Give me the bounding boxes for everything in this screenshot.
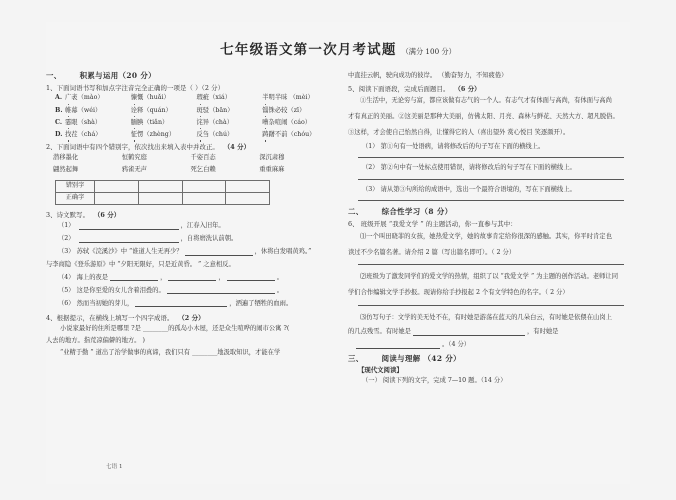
q3-item-4-tag: （4） [58,273,75,281]
q3-item-5-after: 。 [276,286,284,294]
tone-dot-icon [200,104,201,105]
q5-sub-1: （1） 第①句有一处语病，请将修改后的句子写在下面的横线上。 [362,142,545,150]
q5-answer-line-1[interactable] [358,157,624,158]
section-three-heading [348,355,630,363]
word-1: 潜移墨化 [53,153,79,161]
word-row-1 [53,155,328,162]
q3-item-3-before: 苏轼《浣溪沙》中 “谁道人生无再少？ [76,247,183,255]
q6-part-1-line-2: 读过不少名篇名著。请介绍 2 篇（写出篇名即可）。（ 2 分） [348,248,516,256]
q6-answer-line-1[interactable] [358,264,624,265]
tone-dot-icon [265,116,266,117]
answer-cell[interactable] [138,192,182,204]
question-4-text: 4、根据提示，在横线上填写一个四字成语。 [46,314,174,323]
q5-sub-2: （2） 第②句中有一处标点使用错误，请将修改后的句子写在下面的横线上。 [362,164,576,172]
paper-sheet [46,22,630,484]
tone-dot-icon [200,128,201,129]
option-c-word-2: 腼腆（tiǎn） [131,120,197,127]
question-1-stem: 1、下面词语书写和加点字注音完全正确的一项是（ ）（2 分） [46,83,225,92]
q6-answer-line-2[interactable] [358,305,624,306]
table-row [56,192,270,204]
option-row-b[interactable] [46,108,328,115]
option-a-word-3: 瑕疵（xiá） [197,95,263,102]
answer-cell[interactable] [95,192,139,204]
q6-part-1-line-1: ⑴一个叫田晓菲的女孩，她热爱文学，她的故事肯定给你很深的感触。其实，你平时肯定也 [360,232,612,240]
section-one-name: 积累与运用（20 分） [79,71,156,80]
section-two-heading [348,208,630,216]
section-three-num: 三、 [348,353,364,363]
tone-dot-icon [134,104,135,105]
tone-dot-icon [68,128,69,129]
correction-table [55,180,270,205]
tone-dot-icon [134,116,135,117]
q5-answer-line-2[interactable] [358,179,624,180]
q3-item-3-after: ，休将白发唱黄鸡。” [254,247,312,255]
question-4-points: （2 分） [181,314,205,323]
q3-item-5 [58,287,328,294]
row-label-correct-chars: 正确字 [56,192,95,204]
q5-sub-3: （3） 请从第③句所给的成语中，选出一个最符合语境的，写在下面横线上。 [362,185,576,193]
question-5-text: 5、阅读下面语段，完成后面题目。 [348,84,450,93]
q3-sep-1: ， [160,273,167,281]
question-3-points: （6 分） [97,210,121,219]
q4-item-2: “业精于勤 ” 道出了治学做事的真谛，我们只有 ________地汲取知识，才能在学 [60,349,281,357]
q6-tail2-text: 。（4 分） [442,341,471,349]
q5-answer-line-3[interactable] [358,200,624,201]
word-8: 重重麻麻 [259,166,285,174]
answer-cell[interactable] [226,192,270,204]
word-6: 鸦雀无声 [121,166,147,174]
option-row-a[interactable] [46,95,328,102]
answer-cell[interactable] [182,192,226,204]
question-4-stem [46,315,328,322]
q4-item-1: 小说家最好的住所是哪里 ?是 ________的孤岛小木屋，还是众生喧哗的闹市公寓 ?( [60,324,290,332]
q3-item-2-tag: （2） [58,234,75,242]
row-label-wrong-chars: 错别字 [56,180,95,192]
section-three-name: 阅读与理解 （42 分） [381,353,461,363]
option-a-word-1: 广袤（mào） [65,95,131,102]
tone-dot-icon [265,128,266,129]
option-label-c: C. [55,118,63,126]
option-b-word-2: 诠释（quán） [131,108,197,115]
tone-dot-icon [68,104,69,105]
q3-item-6-blank[interactable] [135,300,227,307]
question-3-stem [46,212,328,219]
option-d-word-2: 怔愣（zhèng） [131,132,197,139]
tone-dot-icon [68,116,69,117]
q3-item-6-after: ，洒遍了牺牲的血雨。 [229,299,293,307]
q3-item-3-continued: 与李商隐《登乐游原》中 “夕阳无限好，只是近黄昏。 ” 之意相反。 [46,260,235,268]
q3-item-5-blank[interactable] [167,287,275,294]
title-score: （满分 100 分） [401,47,456,56]
title-text: 七年级语文第一次月考试题 [220,42,397,58]
option-d-word-3: 反刍（chú） [197,132,263,139]
option-b-word-3: 斑驳（bān） [197,108,263,115]
q3-item-6-before: 然而当初她的芽儿， [76,299,134,307]
word-row-2 [53,167,328,174]
q4-item-1-continued: 人去的地方。指荒凉偏僻的地方。 ) [46,336,145,344]
tone-dot-icon [134,128,135,129]
option-label-d: D. [55,130,63,138]
q6-part-2-line-1: ⑵班级为了激发同学们的爱文学的热情，组织了以 “我爱文学 ” 为主题的创作活动。老师让同 [360,273,619,281]
word-7: 死乞白赖 [190,166,216,174]
tone-dot-icon [200,116,201,117]
section-one-num: 一、 [46,71,62,80]
q3-item-2-blank[interactable] [79,236,179,243]
q6-blank-2[interactable] [356,342,440,349]
section-one-heading [46,72,328,80]
option-c-word-1: 霎眼（shà） [65,120,131,127]
modern-text-reading-label: 【现代文阅读】 [358,366,403,375]
question-5-points: （6 分） [457,84,481,93]
option-label-b: B. [55,106,63,114]
option-d-word-1: 找茬（chá） [65,132,131,139]
question-6-stem: 6、 班级开展 “我爱文学 ” 的主题活动，你一直参与其中： [348,220,517,229]
question-3-text: 3、诗文默写。 [46,210,90,219]
q6-tail-text: ，有时她是 [526,328,559,336]
q3-item-4 [58,274,328,281]
option-label-a: A. [55,94,63,102]
q3-item-4-blank-2[interactable] [168,274,216,281]
option-c-word-3: 诧异（chà） [197,120,263,127]
question-2-stem [46,144,328,151]
q3-item-2 [58,236,328,243]
q3-item-6-tag: （6） [58,299,75,307]
q3-item-1-blank[interactable] [79,223,179,230]
word-4: 深沉肃穆 [259,153,285,161]
answer-cell[interactable] [138,180,182,192]
question-5-passage-line-2: 才有真正的美丽。②这美丽是那种大美丽，仿佛太阳、月亮、森林与鲜花、天然大方、超凡脱俗。 [348,113,619,121]
page-footer: 七语 1 [106,464,123,470]
q3-item-4-before: 海上的夜是 [76,273,109,281]
section-two-name: 综合性学习（8 分） [381,207,453,217]
q6-blank-1[interactable] [413,329,525,336]
tone-dot-icon [134,140,135,141]
option-d-word-4: 踌躇不前（chóu） [262,132,328,139]
q3-item-3-blank[interactable] [185,249,253,256]
q3-item-1-tag: （1） [58,221,75,229]
q3-item-3 [58,249,328,256]
question-5-stem [348,86,630,93]
q3-item-5-before: 这是你至爱的女儿含着泪叠的。 [76,286,165,294]
option-c-word-4: 嘈杂喧闹（cáo） [262,120,328,127]
tone-dot-icon [265,104,266,105]
word-3: 千姿百态 [190,153,216,161]
question-5-passage-line-1: ①生活中，无论穷与富，都应该做有志气的一个人。有志气才有体面与高尚，有体面与高尚 [360,97,612,105]
q6-part-3-line-2 [348,329,630,336]
option-a-word-2: 慷慨（huǎi） [131,95,197,102]
question-5-passage-line-3: ③这样，才会使自己怡然自得，让懂得它的人（喜出望外 赏心悦目 笑逐颜开）。 [348,128,570,136]
q6-part-3-line-3 [354,342,630,349]
question-2-text: 2、下面词语中有四个错别字，依次找出来填入表中并改正。 [46,142,219,151]
option-a-word-4: 半明半昧 （mèi） [262,95,328,102]
q3-item-4-blank-1[interactable] [110,274,158,281]
q3-sep-2: ， [218,273,225,281]
tone-dot-icon [265,140,266,141]
reading-item-one: （一） 阅读下列的文字，完成 7—10 题。（14 分） [362,377,507,385]
tone-dot-icon [68,140,69,141]
q3-item-4-blank-3[interactable] [227,274,275,281]
two-column-body [46,68,630,472]
left-column [46,68,338,472]
q6-part-3-before: 的几点残雪。有时她是 [348,328,411,336]
answer-cell[interactable] [226,180,270,192]
q6-part-3-line-1: ⑶仿写句子：文学的美无处不在，有时她是游荡在蓝天的几朵白云，有时她是依偎在山岗上 [360,313,612,321]
q3-item-3-tag: （3） [58,247,75,255]
option-b-word-4: 锱铢必较（zī） [262,108,328,115]
q3-item-1 [58,223,328,230]
question-2-word-list [53,155,328,174]
tone-dot-icon [200,140,201,141]
q3-item-2-after: ，自将磨洗认前朝。 [180,234,238,242]
option-row-c[interactable] [46,120,328,127]
word-2: 恒鹤究庭 [121,153,147,161]
q3-item-1-after: ，江春入旧年。 [180,221,225,229]
answer-cell[interactable] [95,180,139,192]
q4-carryover-text: 中直挂云帆，驶向成功的彼岸。 （勤奋努力，不知疲倦） [348,72,508,79]
q3-item-6 [58,300,328,307]
page-title [46,38,630,58]
option-row-d[interactable] [46,132,328,139]
table-row [56,180,270,192]
question-2-points: （4 分） [226,142,251,151]
q3-item-5-tag: （5） [58,286,75,294]
q6-part-2-line-2: 学们合作编辑文学手抄报。现请你给手抄报起 2 个有文学特色的名字。（ 2 分） [348,289,569,297]
question-1-options [46,95,328,138]
section-two-num: 二、 [348,207,364,217]
word-5: 翩然起舞 [53,166,79,174]
answer-cell[interactable] [182,180,226,192]
q3-item-4-after: 。 [276,273,283,281]
option-b-word-1: 帷幕（wéi） [65,108,131,115]
right-column [338,68,630,472]
